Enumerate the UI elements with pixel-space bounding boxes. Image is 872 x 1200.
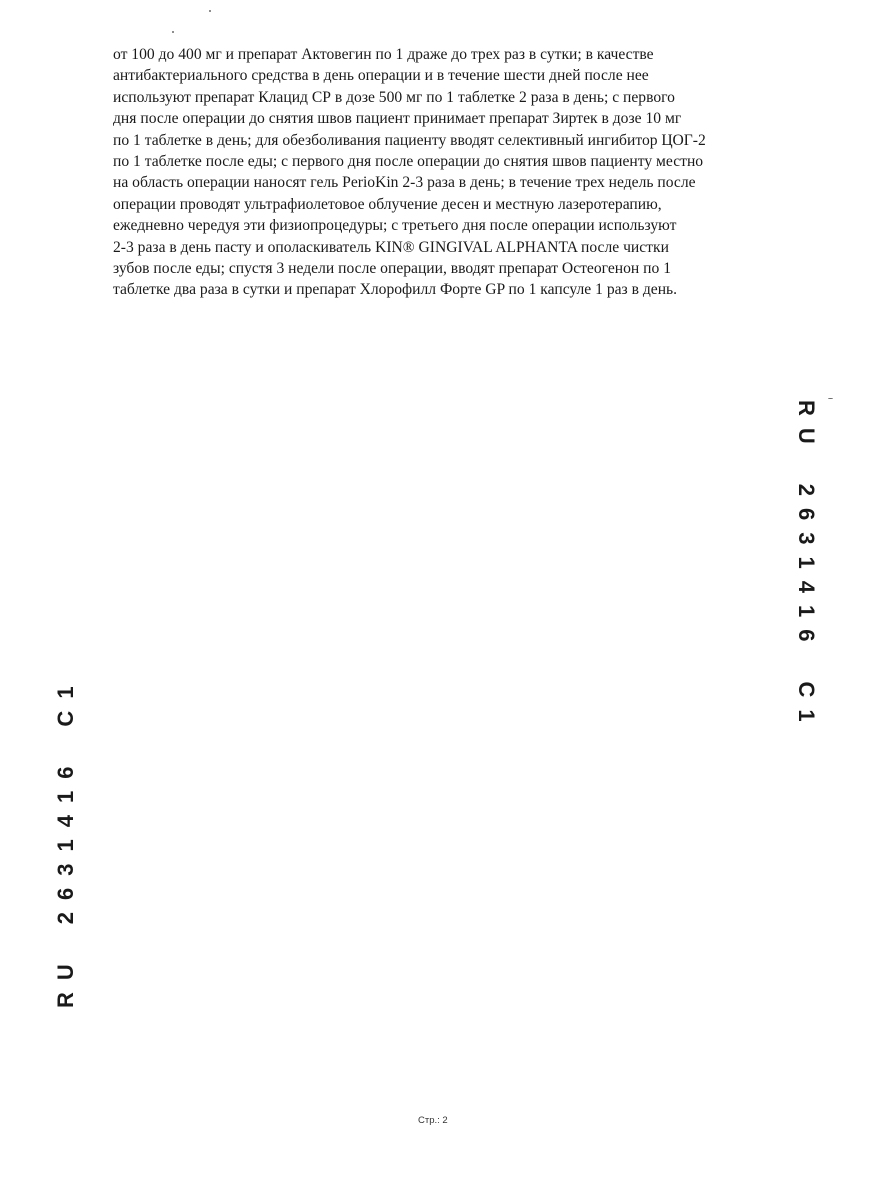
- patent-number: 2631416: [53, 754, 78, 925]
- patent-country-code: RU: [53, 952, 78, 1008]
- text-line: антибактериального средства в день операции и в течение шести дней после нее: [113, 67, 649, 85]
- patent-kind-code: C1: [53, 674, 78, 727]
- body-text: [113, 44, 793, 301]
- text-line: дня после операции до снятия швов пациент принимает препарат Зиртек в дозе 10 мг: [113, 110, 682, 128]
- patent-country-code: RU: [794, 400, 819, 456]
- text-line: на область операции наносят гель PerioKin 2-3 раза в день; в течение трех недель после: [113, 174, 696, 192]
- text-line: используют препарат Клацид СР в дозе 500 мг по 1 таблетке 2 раза в день; с первого: [113, 88, 675, 106]
- text-line: ежедневно чередуя эти физиопроцедуры; с третьего дня после операции используют: [113, 217, 677, 235]
- patent-kind-code: C1: [794, 681, 819, 734]
- text-line: зубов после еды; спустя 3 недели после операции, вводят препарат Остеогенон по 1: [113, 260, 671, 278]
- text-line: 2-3 раза в день пасту и ополаскиватель KIN® GINGIVAL ALPHANTA после чистки: [113, 238, 669, 256]
- page-number: Стр.: 2: [418, 1115, 448, 1126]
- text-line: по 1 таблетке после еды; с первого дня после операции до снятия швов пациенту местно: [113, 153, 704, 171]
- scan-speck: [209, 10, 211, 12]
- text-line: операции проводят ультрафиолетовое облучение десен и местную лазеротерапию,: [113, 195, 662, 213]
- patent-id-right: [795, 400, 817, 734]
- patent-id-left: [53, 674, 78, 1008]
- patent-number: 2631416: [794, 483, 819, 654]
- text-line: от 100 до 400 мг и препарат Актовегин по 1 драже до трех раз в сутки; в качестве: [113, 46, 654, 63]
- text-line: таблетке два раза в сутки и препарат Хлорофилл Форте GP по 1 капсуле 1 раз в день.: [113, 281, 678, 299]
- text-line: по 1 таблетке в день; для обезболивания пациенту вводят селективный ингибитор ЦОГ-2: [113, 131, 706, 149]
- scan-speck: [172, 31, 174, 33]
- scan-speck: [828, 398, 833, 399]
